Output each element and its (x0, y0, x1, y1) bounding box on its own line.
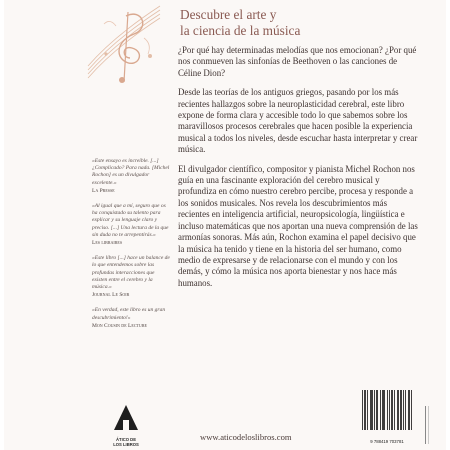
quote-text: «Este libro [...] hace un balance de lo que entendemos sobre las profundas interacciones que existen entre el cerebro y la música.» (92, 255, 170, 291)
quote-source: Mon Cousin de Lecture (92, 322, 147, 329)
isbn-number: 9 788419 703781 (370, 439, 404, 444)
press-quote (92, 307, 170, 330)
synopsis-paragraph: El divulgador científico, compositor y pianista Michel Rochon nos guía en una fascinante exploración del cerebro musical y profundiza en cómo nuestro cerebro percibe, procesa y responde a los sonidos musicales. Nos revela los descubrimientos más recientes en inteligencia artificial, neuropsicología, lingüística e incluso matemáticas que nos aportan una nueva comprensión de las armonías sonoras. Más aún, Rochon examina el papel decisivo que la música ha tenido y tiene en la historia del ser humano, como medio de expresarse y de relacionarse con el mundo y con los demás, y cómo la música nos aporta bienestar y nos hace más humanos. (178, 163, 418, 288)
cover-title (180, 7, 420, 39)
synopsis-paragraph: ¿Por qué hay determinadas melodías que nos emocionan? ¿Por qué nos conmueven las sinfonías de Beethoven o las canciones de Céline Dion? (178, 45, 417, 78)
quote-text: «En verdad, este libro es un gran descubrimiento!» (92, 307, 166, 321)
press-quote (92, 255, 170, 299)
press-quote (92, 203, 170, 247)
press-quotes (92, 158, 170, 338)
synopsis (178, 45, 418, 297)
isbn-barcode (360, 388, 414, 444)
publisher-name-line-2: LOS LIBROS (113, 442, 139, 447)
publisher-logo (110, 404, 142, 448)
pyramid-logo-icon (113, 404, 139, 432)
publisher-url[interactable]: www.aticodeloslibros.com (200, 432, 292, 442)
quote-source: Journal Le Soir (92, 292, 130, 299)
quote-source: Les libraires (92, 240, 123, 247)
title-line-1: Descubre el arte y (180, 7, 277, 22)
quote-text: «Al igual que a mí, seguro que os ha conquistado su talento para explicar y su lenguaje claro y preciso. [...] Una lectura de la que sin duda no te arrepentirás.» (92, 203, 169, 238)
book-back-cover (4, 0, 446, 450)
treble-clef-illustration (84, 4, 164, 86)
title-line-2: la ciencia de la música (180, 23, 301, 38)
vertical-reference-code (422, 404, 432, 446)
quote-source: La Presse (92, 187, 115, 194)
press-quote (92, 158, 170, 195)
quote-text: «Este ensayo es increíble. [...] ¿Complicado? Para nada. [Michel Rochon] es un divulgador excelente.» (92, 158, 170, 186)
barcode-icon (360, 388, 414, 436)
publisher-name-line-1: ÁTICO DE (115, 437, 136, 442)
synopsis-paragraph: Desde las teorías de los antiguos griegos, pasando por los más recientes hallazgos sobre la neuroplasticidad cerebral, este libro expone de forma clara y accesible todo lo que sabemos sobre los maravillosos procesos cerebrales que hacen posible la experiencia musical a todos los niveles, desde escuchar hasta interpretar y crear música. (178, 87, 418, 155)
